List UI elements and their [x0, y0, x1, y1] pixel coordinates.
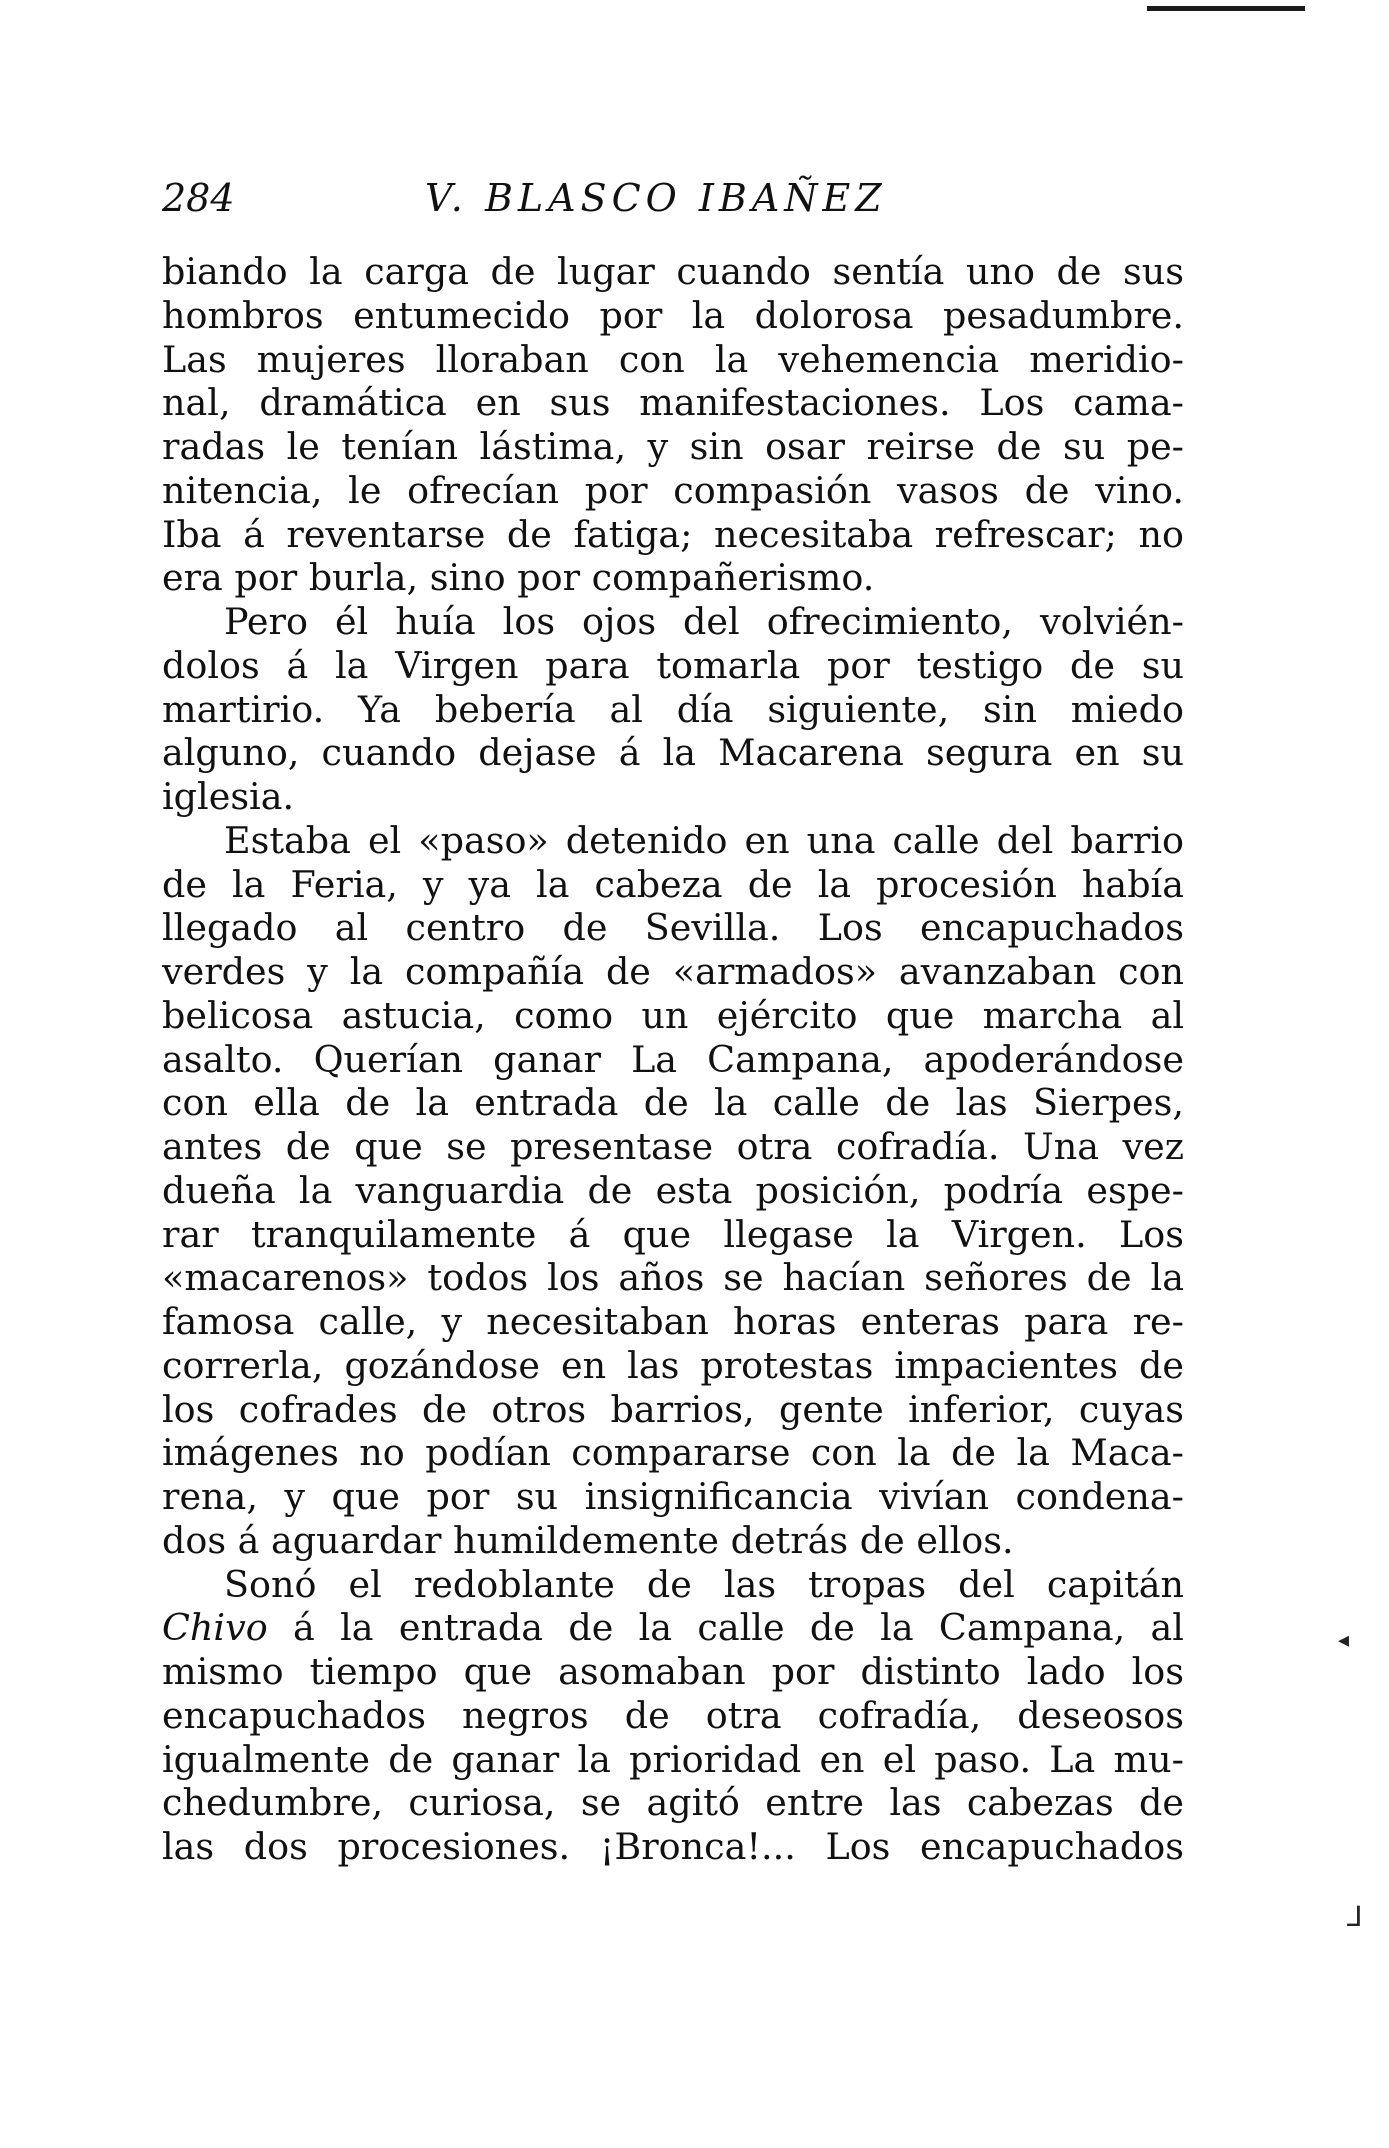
- text-line: con ella de la entrada de la calle de las Sierpes,: [162, 1081, 1184, 1125]
- text-line: rena, y que por su insignificancia vivían condena-: [162, 1475, 1184, 1518]
- paragraph-start: Estaba el «paso» detenido en una calle del barrio: [224, 818, 1184, 862]
- margin-ink-mark: ⅃: [1347, 1900, 1363, 1933]
- text-line: radas le tenían lástima, y sin osar reirse de su pe-: [162, 425, 1184, 468]
- text-line: asalto. Querían ganar La Campana, apoderándose: [162, 1037, 1184, 1081]
- body-text: [162, 250, 1184, 1869]
- text-line-rest: á la entrada de la calle de la Campana, al: [293, 1606, 1184, 1650]
- italic-name: Chivo: [162, 1606, 268, 1650]
- text-line: chedumbre, curiosa, se agitó entre las cabezas de: [162, 1781, 1184, 1825]
- text-line: los cofrades de otros barrios, gente inferior, cuyas: [162, 1387, 1184, 1431]
- text-line: rar tranquilamente á que llegase la Virgen. Los: [162, 1212, 1184, 1256]
- text-line: alguno, cuando dejase á la Macarena segura en su: [162, 731, 1184, 775]
- text-line: era por burla, sino por compañerismo.: [162, 556, 875, 600]
- text-line: dolos á la Virgen para tomarla por testigo de su: [162, 643, 1184, 687]
- text-line: mismo tiempo que asomaban por distinto lado los: [162, 1650, 1184, 1693]
- text-line: verdes y la compañía de «armados» avanzaban con: [162, 950, 1184, 993]
- top-rule: [1147, 6, 1305, 11]
- text-line: iglesia.: [162, 775, 295, 818]
- text-line: las dos procesiones. ¡Bronca!... Los encapuchados: [162, 1825, 1184, 1868]
- paragraph-start: Sonó el redoblante de las tropas del capitán: [224, 1562, 1184, 1606]
- text-line: nitencia, le ofrecían por compasión vasos de vino.: [162, 468, 1184, 512]
- text-line: encapuchados negros de otra cofradía, deseosos: [162, 1693, 1184, 1737]
- text-line: belicosa astucia, como un ejército que marcha al: [162, 993, 1184, 1037]
- text-line: hombros entumecido por la dolorosa pesadumbre.: [162, 293, 1184, 337]
- text-line: biando la carga de lugar cuando sentía uno de sus: [162, 250, 1184, 293]
- margin-speck-mark: ◂: [1338, 1628, 1350, 1653]
- page-header: [162, 168, 1184, 228]
- text-line: nal, dramática en sus manifestaciones. Los cama-: [162, 381, 1184, 425]
- paragraph-start: Pero él huía los ojos del ofrecimiento, volvién-: [224, 600, 1184, 643]
- text-line: imágenes no podían compararse con la de la Maca-: [162, 1431, 1184, 1475]
- text-line: famosa calle, y necesitaban horas enteras para re-: [162, 1300, 1184, 1343]
- text-line: Las mujeres lloraban con la vehemencia meridio-: [162, 337, 1184, 381]
- text-line: Iba á reventarse de fatiga; necesitaba refrescar; no: [162, 512, 1184, 556]
- text-line-with-italic: [162, 1606, 1184, 1650]
- text-line: martirio. Ya bebería al día siguiente, sin miedo: [162, 687, 1184, 731]
- text-line: dueña la vanguardia de esta posición, podría espe-: [162, 1168, 1184, 1212]
- text-line: llegado al centro de Sevilla. Los encapuchados: [162, 906, 1184, 950]
- text-line: dos á aguardar humildemente detrás de ellos.: [162, 1518, 1014, 1562]
- text-line: igualmente de ganar la prioridad en el paso. La mu-: [162, 1737, 1184, 1781]
- text-line: de la Feria, y ya la cabeza de la procesión había: [162, 862, 1184, 906]
- text-line: antes de que se presentase otra cofradía. Una vez: [162, 1125, 1184, 1168]
- page-number: 284: [162, 176, 235, 220]
- text-line: correrla, gozándose en las protestas impacientes de: [162, 1343, 1184, 1387]
- text-line: «macarenos» todos los años se hacían señores de la: [162, 1256, 1184, 1300]
- running-head: V. BLASCO IBAÑEZ: [425, 176, 887, 220]
